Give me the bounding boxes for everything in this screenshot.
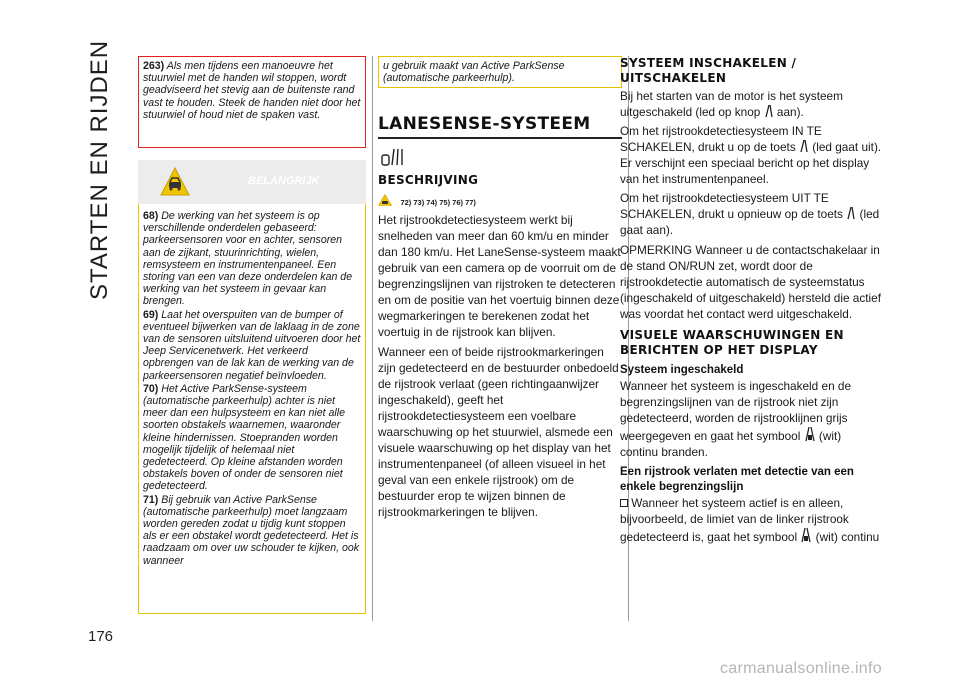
lanesense-button-icon [799, 139, 809, 153]
body-text [620, 495, 882, 545]
watermark[interactable]: carmanualsonline.info [720, 660, 882, 677]
references-row [378, 192, 622, 206]
warning-triangle-icon [378, 194, 392, 206]
continued-note: u gebruik maakt van Active ParkSense (automatische parkeerhulp). [383, 60, 565, 85]
body-text [378, 212, 622, 520]
paragraph: Bij het starten van de motor is het systeem uitgeschakeld (led op knop aan). [620, 89, 843, 119]
paragraph: Wanneer het systeem is ingeschakeld en de begrenzingslijnen van de rijstrook niet zijn gedetecteerd, worden de rijstrooklijnen grijs weergegeven en gaat het symbool (wit) continu branden. [620, 379, 852, 459]
note-69: 69) Laat het overspuiten van de bumper of eventueel bijwerken van de laklaag in de zone van de sensoren uitsluitend uitvoeren door het Jeep Servicenetwerk. Het verkeerd opbrengen van de lak kan de werking van de parkeersensoren negatief beïnvloeden. [143, 308, 361, 382]
bullet-icon [620, 499, 628, 507]
section-title: LANESENSE-SYSTEEM [378, 114, 591, 134]
paragraph: Wanneer het systeem actief is en alleen, bijvoorbeeld, de limiet van de linker rijstrook gedetecteerd is, gaat het symbool (wit) continu [620, 496, 880, 544]
continued-note-box [378, 56, 622, 88]
sub-heading-lane-departure: Een rijstrook verlaten met detectie van een enkele begrenzingslijn [620, 466, 854, 493]
belangrijk-header [138, 160, 366, 204]
column-3 [620, 56, 882, 548]
heading-activation: SYSTEEM INSCHAKELEN / UITSCHAKELEN [620, 56, 797, 85]
column-1 [138, 56, 366, 620]
warning-text: 263) Als men tijdens een manoeuvre het stuurwiel met de handen wil stoppen, wordt geadviseerd het stevig aan de buitenste rand vast te houden. Steek de handen niet door het stuurwiel of houd niet de spaken vast. [143, 60, 361, 121]
paragraph: OPMERKING Wanneer u de contactschakelaar in de stand ON/RUN zet, wordt door de rijstrookdetectie automatisch de systeemstatus (ingeschakeld of uitgeschakeld) hersteld die actief was voordat het contact werd uitgeschakeld. [620, 243, 881, 321]
note-68: 68) De werking van het systeem is op verschillende onderdelen gebaseerd: parkeersensoren voor en achter, sensoren aan de zijkant, stuurinrichting, wielen, remsysteem en instrumentenpaneel. Een storing van een van deze onderdelen kan de werking van het systeem in gevaar kan brengen. [143, 210, 353, 308]
paragraph: Om het rijstrookdetectiesysteem UIT TE SCHAKELEN, drukt u opnieuw op de toets (led gaat aan). [620, 191, 880, 237]
lanesense-button-icon [846, 206, 856, 220]
belangrijk-body [138, 204, 366, 614]
belangrijk-label: BELANGRIJK [248, 175, 320, 187]
body-text [620, 88, 882, 322]
side-title: STARTEN EN RIJDEN [86, 39, 113, 300]
belangrijk-box [138, 160, 366, 620]
section-heading [378, 114, 622, 139]
paragraph: Het rijstrookdetectiesysteem werkt bij snelheden van meer dan 60 km/u en minder dan 180 km/u. Het LaneSense-systeem maakt gebruik van een camera op de voorruit om de begrenzingslijnen van rijstroken te detecteren en om de positie van het voertuig binnen deze wegmarkeringen te berekenen zodat het voertuig in de rijstrook kan blijven. [378, 213, 621, 339]
lanesense-icon [378, 147, 404, 167]
car-warning-icon [160, 167, 190, 197]
sub-heading-enabled: Systeem ingeschakeld [620, 364, 744, 376]
body-text [620, 378, 882, 460]
paragraph: Wanneer een of beide rijstrookmarkeringen zijn gedetecteerd en de bestuurder onbedoeld de rijstrook verlaat (geen richtingaanwijzer ingeschakeld), geeft het rijstrookdetectiesysteem een voelbare waarschuwing op het stuurwiel, alsmede een visuele waarschuwing op het display van het instrumentenpaneel (of alleen visueel in het geval van een enkele rijstrook) om de bestuurder erop te wijzen binnen de rijstrookmarkeringen te blijven. [378, 345, 619, 519]
lane-symbol-icon [804, 426, 816, 442]
column-2 [378, 56, 622, 523]
warning-box [138, 56, 366, 148]
column-divider [372, 56, 373, 621]
note-70: 70) Het Active ParkSense-systeem (automatische parkeerhulp) achter is niet meer dan een hulpsysteem en kan niet alle soorten obstakels waarnemen, waaronder kleine hindernissen. Stoepranden worden mogelijk tijdelijk of helemaal niet gedetecteerd. Op kleine afstanden worden obstakels boven of onder de sensoren niet gedetecteerd. [143, 382, 345, 493]
page-number: 176 [88, 628, 114, 645]
reference-numbers[interactable]: 72) 73) 74) 75) 76) 77) [400, 198, 476, 207]
lane-symbol-icon [800, 527, 812, 543]
paragraph: Om het rijstrookdetectiesysteem IN TE SCHAKELEN, drukt u op de toets (led gaat uit). Er verschijnt een speciaal bericht op het display van het instrumentenpaneel. [620, 124, 882, 186]
note-71: 71) Bij gebruik van Active ParkSense (automatische parkeerhulp) moet langzaam worden gereden zodat u tijdig kunt stoppen als er een obstakel wordt gedetecteerd. Het is raadzaam om over uw schouder te kijken, ook wanneer [143, 493, 360, 567]
heading-rule [378, 137, 622, 139]
heading-warnings: VISUELE WAARSCHUWINGEN EN BERICHTEN OP HET DISPLAY [620, 328, 844, 357]
sub-heading: BESCHRIJVING [378, 173, 479, 187]
lanesense-button-icon [764, 104, 774, 118]
